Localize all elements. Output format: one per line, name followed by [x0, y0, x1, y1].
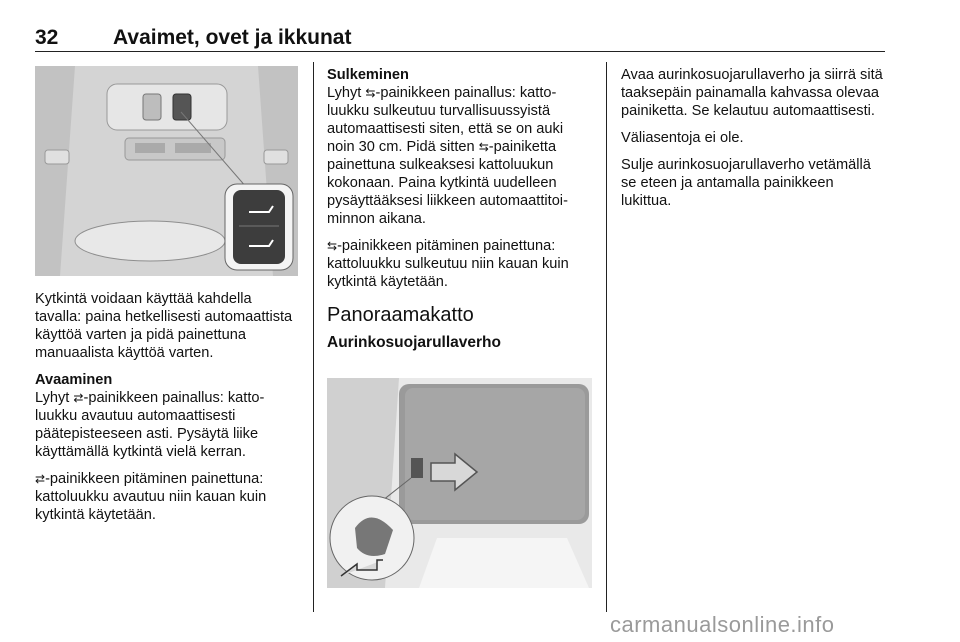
middle-column: [327, 66, 593, 361]
opening-heading: Avaaminen: [35, 372, 113, 388]
opening-hold-paragraph: ⇄-painikkeen pitäminen painettuna: kattoluukku avautuu niin kauan kuin kytkintä käytetään.: [35, 471, 267, 523]
overhead-console-illustration: [35, 66, 298, 276]
sunshade-close-paragraph: Sulje aurinkosuojarullaverho vetämällä se eteen ja antamalla painikkeen lukittua.: [621, 157, 871, 209]
closing-heading: Sulkeminen: [327, 67, 409, 83]
column-divider-2: [606, 62, 607, 612]
subsection-title: Aurinkosuojarullaverho: [327, 334, 501, 351]
sunshade-illustration: [327, 378, 592, 588]
right-column: [621, 66, 887, 219]
header-rule: [35, 51, 885, 52]
page-number: 32: [35, 26, 59, 49]
closing-hold-paragraph: ⇆-painikkeen pitäminen painettuna: kattoluukku sulkeutuu niin kauan kuin kytkintä käytetään.: [327, 238, 569, 290]
sunshade-open-paragraph: Avaa aurinkosuojarullaverho ja siirrä sitä taaksepäin painamalla kahvassa olevaa painiketta. Se kelautuu automaattisesti.: [621, 67, 883, 119]
left-column: [35, 290, 300, 533]
page-header: [35, 26, 885, 50]
sunroof-close-icon: ⇆: [365, 86, 376, 100]
watermark: carmanualsonline.info: [610, 612, 835, 637]
closing-paragraph: Lyhyt ⇆-painikkeen painallus: kattoluukku sulkeutuu turvallisuussyistä automaattisesti siten, että se on auki noin 30 cm. Pidä sitten ⇆-painiketta painettuna sulkeaksesi kattoluukun kokonaan. Paina kytkintä uudelleen pysäyttääksesi liikkeen automaattitoiminnon aikana.: [327, 85, 568, 227]
section-title: Panoraamakatto: [327, 304, 474, 326]
page-title: Avaimet, ovet ja ikkunat: [113, 26, 352, 49]
opening-paragraph: Lyhyt ⇄-painikkeen painallus: kattoluukku avautuu automaattisesti päätepisteeseen asti. Pysäytä liike käyttämällä kytkintä vielä kerran.: [35, 390, 265, 460]
sunroof-close-icon: ⇆: [478, 140, 489, 154]
sunroof-open-icon: ⇄: [35, 472, 46, 486]
intro-paragraph: Kytkintä voidaan käyttää kahdella tavalla: paina hetkellisesti automaattista käyttöä varten ja pidä painettuna manuaalista käyttöä varten.: [35, 291, 293, 361]
sunroof-close-icon: ⇆: [327, 239, 338, 253]
column-divider-1: [313, 62, 314, 612]
no-intermediate-paragraph: Väliasentoja ei ole.: [621, 130, 744, 146]
sunroof-open-icon: ⇄: [73, 391, 84, 405]
